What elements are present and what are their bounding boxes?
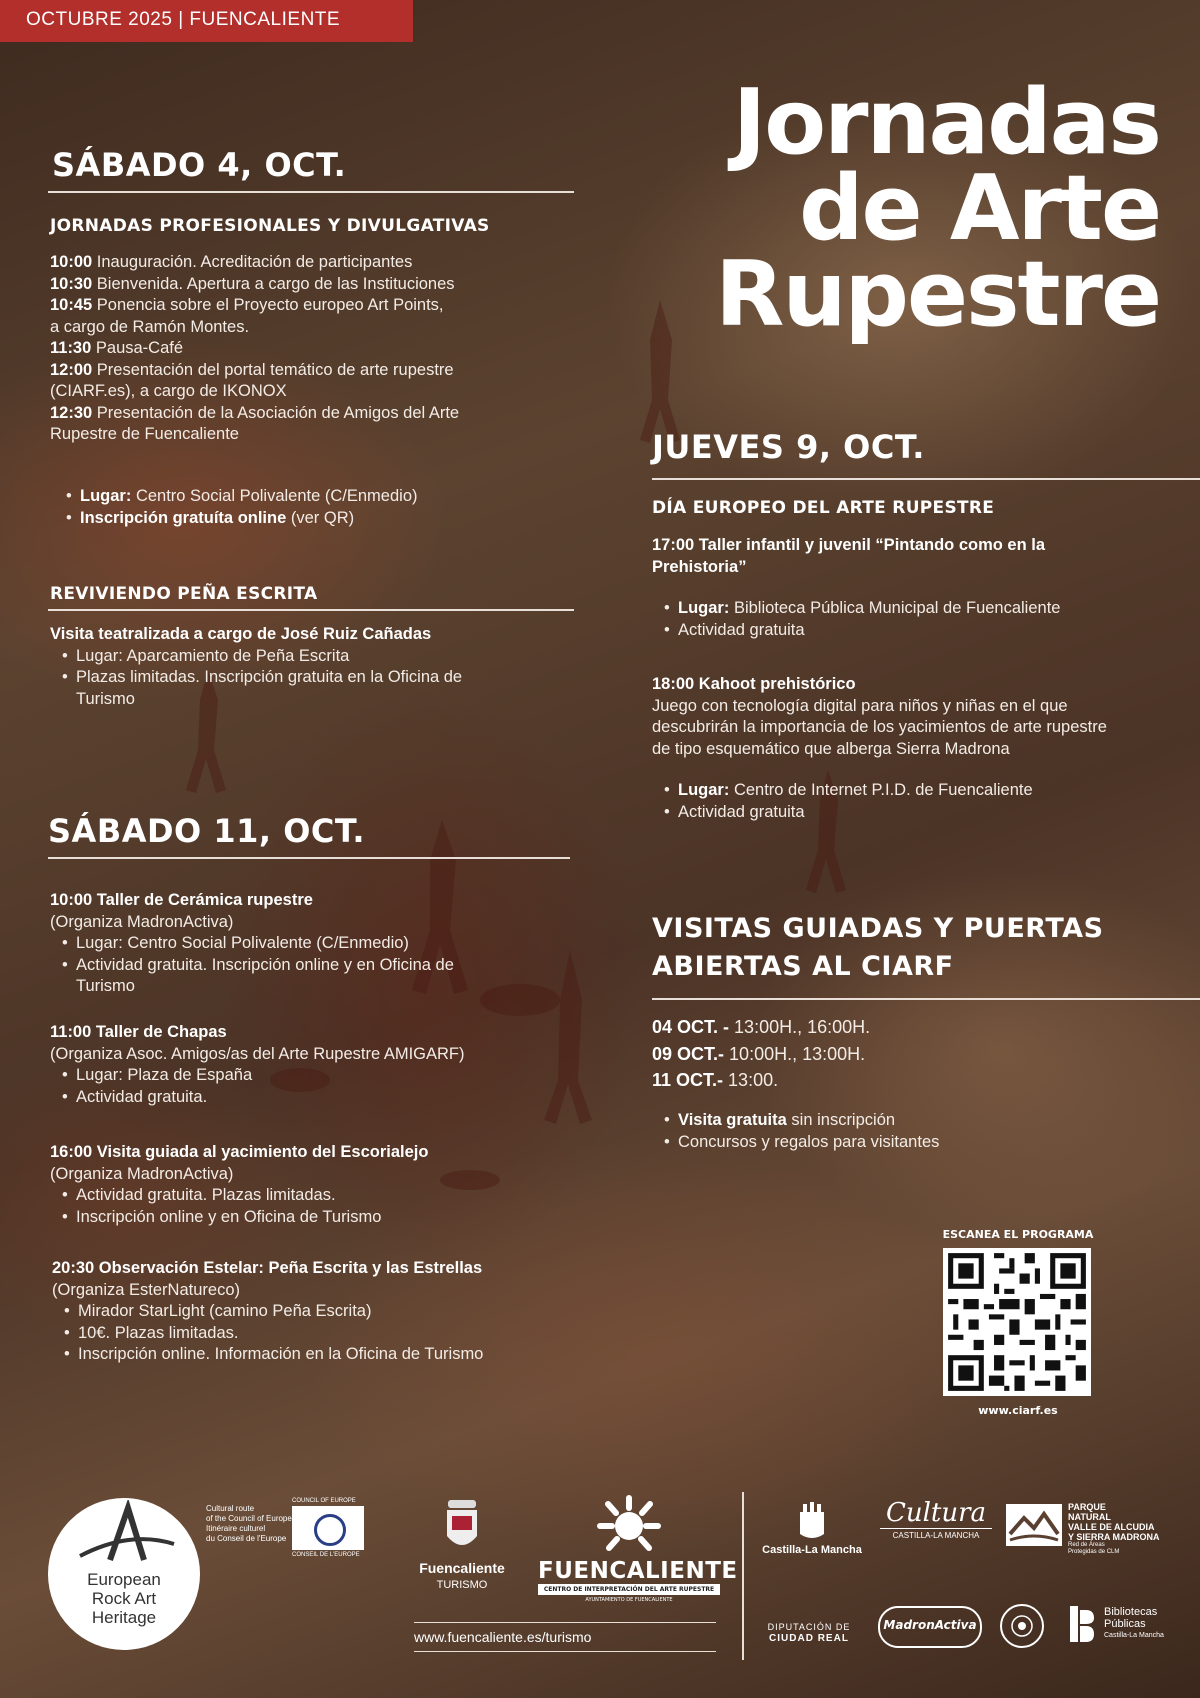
visit-date-row: 09 OCT.- 10:00H., 13:00H. [652,1043,866,1064]
schedule-line: 10:00 Inauguración. Acreditación de participantes [50,253,413,271]
star-icon [1002,1606,1042,1646]
visits-heading [652,910,1104,986]
list-item: • Inscripción online. Información en la Oficina de Turismo [52,1344,592,1366]
schedule-line: 12:30 Presentación de la Asociación de Amigos del Arte [50,403,460,422]
event-description: Juego con tecnología digital para niños y niñas en el que [652,696,1068,715]
visits-heading-line-2: ABIERTAS AL CIARF [652,951,954,982]
day2-event-1 [50,890,590,998]
divider [48,191,574,193]
list-item: • Lugar: Plaza de España [50,1065,590,1087]
qr-code[interactable] [943,1248,1091,1396]
mountains-icon [1006,1504,1062,1546]
list-item: • Lugar: Biblioteca Pública Municipal de Fuencaliente [652,598,1192,620]
erah-line: European [87,1570,161,1589]
cultura-clm-logo: Cultura CASTILLA-LA MANCHA [880,1498,992,1540]
madronactiva-logo: MadronActiva [878,1606,982,1648]
diputacion-logo: DIPUTACIÓN DE CIUDAD REAL [767,1622,851,1644]
list-item: • Lugar: Aparcamiento de Peña Escrita [50,646,580,668]
list-item: • Visita gratuita sin inscripción [652,1110,1192,1132]
schedule-line: 11:30 Pausa-Café [50,339,184,357]
rock-art-a-icon [70,1500,180,1570]
divider [652,998,1200,1000]
sun-handprint-icon [594,1494,664,1554]
poster: OCTUBRE 2025 | FUENCALIENTE Jornadas de Arte Rupestre SÁBADO 4, OCT. JORNADAS PROFESIONALES Y DIVULGATIVAS 10:00 Inauguración. Acreditación de participantes 10:30 Bienvenida. Apertura a cargo de las Instituciones 10:45 Ponencia sobre el Proyecto europeo Art Points, a cargo de Ramón Montes. 11:30 Pausa-Café 12:00 Presentación del portal temático de arte rupestre (CIARF.es), a cargo de IKONOX 12:30 Presentación de la Asociación de Amigos del Arte Rupestre de Fuencaliente • Lugar: Centro Social Polivalente (C/Enmedio) • Inscripción gratuíta online (ver QR) REVIVIENDO PEÑA ESCRITA Visita teatralizada a cargo de José Ruiz Cañadas • Lugar: Aparcamiento de Peña Escrita • Plazas limitadas. Inscripción gratuita en la Oficina de Turismo SÁBADO 11, OCT. 10:00 Taller de Cerámica rupestre (Organiza MadronActiva) • Lugar: Centro Social Polivalente (C/Enmedio) • Actividad gratuita. Inscripción online y en Oficina de Turismo 11:00 Taller de Chapas (Organiza Asoc. Amigos/as del Arte Rupestre AMIGARF) • Lugar: Plaza de España • Actividad gratuita. 16:00 Visita guiada al yacimiento del Escorialejo (Organiza MadronActiva) • Actividad gratuita. Plazas limitadas. • Inscripción online y en Oficina de Turismo 20:30 Observación Estelar: Peña Escrita y las Estrellas (Organiza EsterNatureco) • Mirador StarLight (camino Peña Escrita) • 10€. Plazas limitadas. • Inscripción online. Información en la Oficina de Turismo JUEVES 9, OCT. DÍA EUROPEO DEL ARTE RUPESTRE 17:00 Taller infantil y juvenil “Pintando como en la Prehistoria” • Lugar: Biblioteca Pública Municipal de Fuencaliente • Actividad gratuita 18:00 Kahoot prehistórico Juego con tecnología digital para niños y niñas en el que descubrirán la importancia de los yacimientos de arte rupestre de tipo esquemático que alberga Sierra Madrona • Lugar: Centro de Internet P.I.D. de Fuencaliente • Actividad gratuita VISITAS GUIADAS Y PUERTAS ABIERTAS AL CIARF 04 OCT. - 13:00H., 16:00H. 09 OCT.- 10:00H., 13:00H. 11 OCT.- 13:00. • Visita gratuita sin inscripción • Concursos y regalos para visitantes ESCANEA EL PROGRAMA www.ciarf.es European Rock Art Heritage Cultural route of the Council of Europe Itinéraire culturel du Conseil de l'Europe COUNCIL OF EUROPE CONSEIL DE L'EUROPE Fuencaliente TURISMO FUENCALIENTE CENTRO DE INTERPRETACIÓN DEL ARTE RUPESTRE AYUNTAMIENTO DE FUENCALIENTE www.fuencaliente.es/turismo Castilla-La Mancha Cultura CASTILLA-LA MANCHA PARQUE NATURAL VALLE DE ALCUDIA Y SIERRA MADRONA Red de Áreas Protegidas de CLM DIPUTACIÓN DE CIUDAD REAL MadronActiva Bibliotecas Públicas Castilla-La Mancha [0,0,1200,1698]
list-item: • Lugar: Centro Social Polivalente (C/Enmedio) [50,933,590,955]
vertical-divider [742,1492,744,1660]
visits-dates [652,1014,1192,1094]
title-line-3: Rupestre [715,242,1160,347]
castilla-la-mancha-logo: Castilla-La Mancha [760,1500,864,1556]
day1-section1-heading: JORNADAS PROFESIONALES Y DIVULGATIVAS [50,216,490,236]
schedule-line: (CIARF.es), a cargo de IKONOX [50,382,287,400]
day1-heading: SÁBADO 4, OCT. [52,146,347,184]
poster-title [640,70,1160,347]
qr-label: ESCANEA EL PROGRAMA [942,1228,1094,1241]
day1-venue-list [54,486,574,529]
erah-line: Rock Art [91,1589,157,1608]
schedule-line: a cargo de Ramón Montes. [50,317,250,336]
book-icon [1068,1604,1096,1644]
event-title: 18:00 Kahoot prehistórico [652,675,856,693]
day2-event-4 [52,1258,592,1366]
esternatureco-logo [1000,1604,1044,1648]
day3-section-heading: DÍA EUROPEO DEL ARTE RUPESTRE [652,498,995,518]
event-organizer: (Organiza Asoc. Amigos/as del Arte Rupestre AMIGARF) [50,1044,465,1063]
list-item: • Lugar: Centro de Internet P.I.D. de Fuencaliente [652,780,1197,802]
fuencaliente-turismo-logo: Fuencaliente TURISMO [412,1496,512,1591]
event-title: 11:00 Taller de Chapas [50,1023,227,1041]
day2-event-2 [50,1022,590,1108]
schedule-line: 10:30 Bienvenida. Apertura a cargo de las Instituciones [50,274,455,293]
event-title-cont: Prehistoria” [652,557,747,576]
day3-event-2 [652,674,1197,823]
event-description: de tipo esquemático que alberga Sierra Madrona [652,739,1010,758]
list-item: • Lugar: Centro Social Polivalente (C/Enmedio) [54,486,574,508]
qr-url[interactable]: www.ciarf.es [978,1404,1058,1417]
list-item: • Inscripción online y en Oficina de Turismo [50,1207,590,1229]
event-title: 17:00 Taller infantil y juvenil “Pintando como en la [652,536,1046,554]
council-bottom: CONSEIL DE L'EUROPE [292,1552,360,1558]
divider [414,1651,716,1652]
day3-heading: JUEVES 9, OCT. [652,428,925,466]
visits-heading-line-1: VISITAS GUIADAS Y PUERTAS [652,913,1104,944]
schedule-line: 12:00 Presentación del portal temático de arte rupestre [50,360,454,379]
list-item: • Inscripción gratuíta online (ver QR) [54,508,574,530]
list-item: • Mirador StarLight (camino Peña Escrita) [52,1301,592,1323]
day2-event-3 [50,1142,590,1228]
list-item: • Actividad gratuita. Plazas limitadas. [50,1185,590,1207]
list-item: • 10€. Plazas limitadas. [52,1323,592,1345]
list-item-cont: Turismo [76,689,135,708]
schedule-line: 10:45 Ponencia sobre el Proyecto europeo Art Points, [50,296,444,314]
event-title: 16:00 Visita guiada al yacimiento del Escorialejo [50,1143,429,1161]
date-location-tag [0,0,413,42]
day1-visita [50,624,580,710]
erah-line: Heritage [91,1608,157,1627]
day1-section2-heading: REVIVIENDO PEÑA ESCRITA [50,584,318,604]
council-top: COUNCIL OF EUROPE [292,1498,356,1504]
title-line-2: de Arte [799,156,1160,261]
list-item: • Actividad gratuita [652,802,1197,824]
divider [48,609,574,611]
visits-notes [652,1110,1192,1153]
event-organizer: (Organiza EsterNatureco) [52,1280,240,1299]
list-item: • Plazas limitadas. Inscripción gratuita en la Oficina de [50,667,580,689]
title-line-1: Jornadas [732,70,1160,175]
divider [48,857,570,859]
council-flag-icon [292,1506,364,1550]
divider [414,1622,716,1623]
day2-heading: SÁBADO 11, OCT. [48,812,366,850]
website-link[interactable]: www.fuencaliente.es/turismo [414,1629,592,1645]
visita-title: Visita teatralizada a cargo de José Ruiz Cañadas [50,625,432,643]
erah-logo [48,1498,200,1650]
clm-castle-icon [797,1500,827,1540]
event-organizer: (Organiza MadronActiva) [50,912,234,931]
divider [652,478,1200,480]
tag-text: OCTUBRE 2025 | FUENCALIENTE [26,9,341,30]
list-item: • Actividad gratuita. [50,1087,590,1109]
schedule-line: Rupestre de Fuencaliente [50,425,239,443]
event-title: 10:00 Taller de Cerámica rupestre [50,891,313,909]
coat-of-arms-icon [444,1496,480,1556]
list-item-cont: Turismo [76,977,135,995]
list-item: • Concursos y regalos para visitantes [652,1132,1192,1154]
fuencaliente-ciarf-logo: FUENCALIENTE CENTRO DE INTERPRETACIÓN DEL ARTE RUPESTRE AYUNTAMIENTO DE FUENCALIENTE [538,1494,720,1603]
council-of-europe-logo [292,1498,364,1558]
event-description: descubrirán la importancia de los yacimientos de arte rupestre [652,718,1107,736]
event-organizer: (Organiza MadronActiva) [50,1164,234,1183]
event-title: 20:30 Observación Estelar: Peña Escrita y las Estrellas [52,1259,483,1277]
visit-date-row: 04 OCT. - 13:00H., 16:00H. [652,1017,871,1037]
list-item: • Actividad gratuita [652,620,1192,642]
day1-schedule [50,252,580,446]
day3-event-1 [652,535,1192,641]
visit-date-row: 11 OCT.- 13:00. [652,1070,779,1090]
qr-code-icon [943,1248,1091,1396]
cultural-route-text: Cultural route of the Council of Europe Itinéraire culturel du Conseil de l'Europe [206,1504,292,1543]
list-item: • Actividad gratuita. Inscripción online y en Oficina de [50,955,590,977]
